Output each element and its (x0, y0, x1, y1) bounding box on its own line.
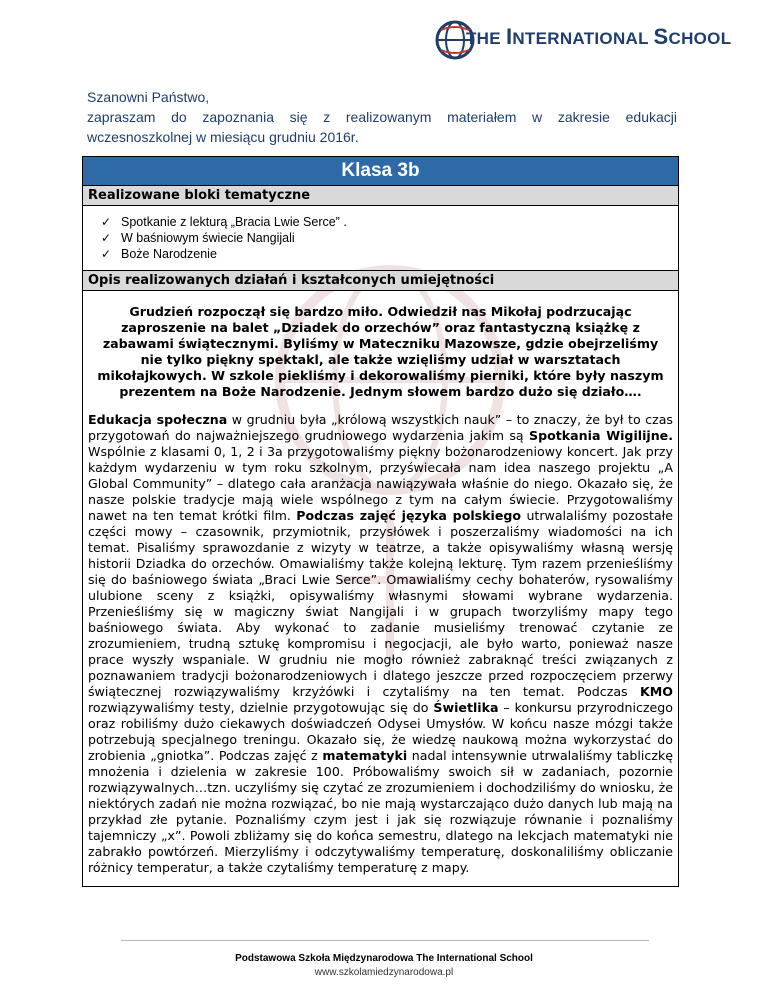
topics-list (83, 214, 678, 262)
greeting: Szanowni Państwo, (87, 89, 210, 105)
list-item: ✓ Spotkanie z lekturą „Bracia Lwie Serce” . (101, 215, 347, 229)
checkmark-icon: ✓ (101, 247, 112, 261)
footer-website-link[interactable]: www.szkolamiedzynarodowa.pl (314, 967, 454, 978)
intro-text: zapraszam do zapoznania się z realizowanym materiałem w zakresie edukacji wczesnoszkolnej w miesiącu grudniu 2016r. (87, 109, 677, 145)
body-paragraph: Edukacja społeczna w grudniu była „królową wszystkich nauk” – to znaczy, że był to czas przygotowań do najważniejszego grudniowego wydarzenia jakim są Spotkania Wigilijne. Wspólnie z klasami 0, 1, 2 i 3a przygotowaliśmy piękny bożonarodzeniowy koncert. Jak przy każdym wydarzeniu w tym roku szkolnym, przyświecała nam idea naszego projektu „A Global Community” – dlatego cała aranżacja nawiązywała właśnie do niego. Okazało się, że nasze polskie tradycje mają wiele wspólnego z tym na całym świecie. Przygotowaliśmy nawet na ten temat krótki film. Podczas zajęć języka polskiego utrwalaliśmy pozostałe części mowy – czasownik, przymiotnik, przysłówek i poszerzaliśmy wiadomości na ich temat. Pisaliśmy sprawozdanie z wizyty w teatrze, a także opisywaliśmy własną wersję historii Dziadka do orzechów. Omawialiśmy także kolejną lekturę. Tym razem przenieśliśmy się do baśniowego świata „Braci Lwie Serce”. Omawialiśmy cechy bohaterów, rysowaliśmy ulubione sceny z książki, opisywaliśmy własnymi słowami wybrane wydarzenia. Przenieśliśmy się w magiczny świat Nangijali i w grupach tworzyliśmy mapy tego baśniowego świata. Aby wykonać to zadanie musieliśmy trenować czytanie ze zrozumieniem, trudną sztukę kompromisu i negocjacji, ale było warto, ponieważ nasze prace wyszły wspaniale. W grudniu nie mogło również zabraknąć treści związanych z poznawaniem tradycji bożonarodzeniowych i dlatego jeszcze przed rozpoczęciem przerwy świątecznej rozwiązywaliśmy krzyżówki i czytaliśmy na ten temat. Podczas KMO rozwiązywaliśmy testy, dzielnie przygotowując się do Świetlika – konkursu przyrodniczego oraz robiliśmy dużo ciekawych doświadczeń Odysei Umysłów. W końcu nasze mózgi także potrzebują specjalnego treningu. Okazało się, że wiedzę naukową można wykorzystać do zrobienia „gniotka”. Podczas zajęć z matematyki nadal intensywnie utrwalaliśmy tabliczkę mnożenia i dzielenia w zakresie 100. Próbowaliśmy swoich sił w zadaniach, pozornie rozwiązywalnych…tzn. uczyliśmy się czytać ze zrozumieniem i dochodziliśmy do wniosku, że niektórych zadań nie można rozwiązać, bo nie mają wystarczająco dużo danych lub mają na przykład złe pytanie. Poznaliśmy czym jest i jak się rozwiązuje równanie i poznaliśmy tajemniczy „x”. Powoli zbliżamy się do końca semestru, dlatego na lekcjach matematyki nie zabrakło powtórzeń. Mierzyliśmy i odczytywaliśmy temperaturę, doskonaliliśmy obliczanie różnicy temperatur, a także czytaliśmy temperaturę z mapy. (88, 412, 673, 875)
topics-heading: Realizowane bloki tematyczne (83, 186, 679, 206)
topics-cell (83, 206, 679, 271)
footer-divider (121, 940, 649, 941)
lead-paragraph: Grudzień rozpoczął się bardzo miło. Odwiedził nas Mikołaj podrzucając zaproszenie na balet „Dziadek do orzechów” oraz fantastyczną książkę z zabawami świątecznymi. Byliśmy w Mateczniku Mazowsze, gdzie obejrzeliśmy nie tylko piękny spektakl, ale także wzięliśmy udział w warsztatach mikołajkowych. W szkole piekliśmy i dekorowaliśmy pierniki, które były naszym prezentem na Boże Narodzenie. Jednym słowem bardzo dużo się działo…. (97, 304, 664, 399)
school-logo-wordmark: THE INTERNATIONAL SCHOOL (466, 24, 732, 49)
checkmark-icon: ✓ (101, 231, 112, 245)
description-cell (83, 291, 679, 887)
footer-school-name: Podstawowa Szkoła Międzynarodowa The International School (235, 953, 533, 964)
class-title: Klasa 3b (83, 157, 679, 186)
class-report-table (82, 156, 679, 887)
list-item: ✓ Boże Narodzenie (101, 247, 217, 261)
list-item: ✓ W baśniowym świecie Nangijali (101, 231, 295, 245)
description-heading: Opis realizowanych działań i kształconych umiejętności (83, 271, 679, 291)
checkmark-icon: ✓ (101, 215, 112, 229)
intro-letter (87, 87, 677, 147)
